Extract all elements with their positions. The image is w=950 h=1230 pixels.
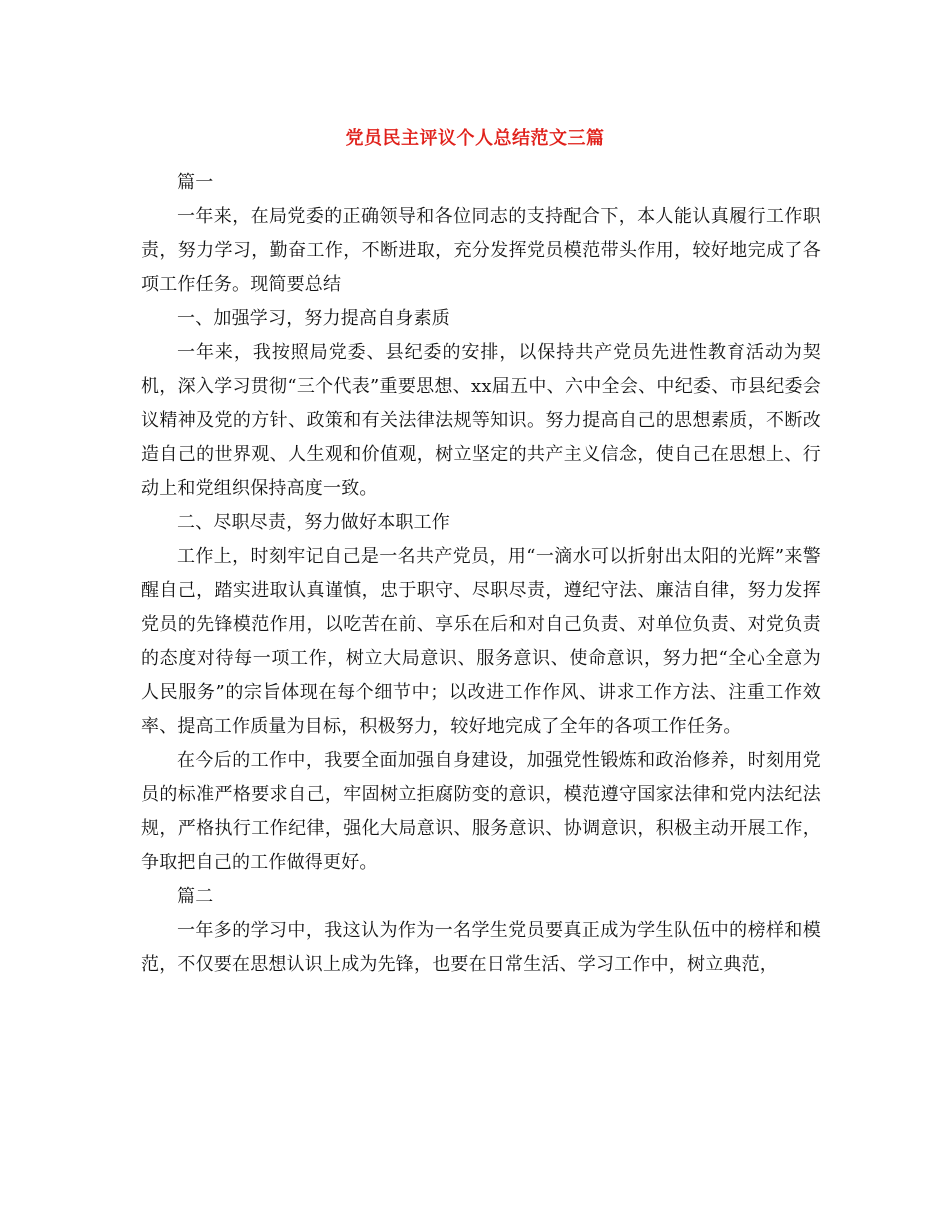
- subsection-heading: 二、尽职尽责，努力做好本职工作: [177, 512, 450, 533]
- document-body: [141, 166, 821, 982]
- paragraph: 一年多的学习中，我这认为作为一名学生党员要真正成为学生队伍中的榜样和模范，不仅要在思想认识上成为先锋，也要在日常生活、学习工作中，树立典范，: [141, 920, 821, 975]
- paragraph: 工作上，时刻牢记自己是一名共产党员，用“一滴水可以折射出太阳的光辉”来警醒自己，踏实进取认真谨慎，忠于职守、尽职尽责，遵纪守法、廉洁自律，努力发挥党员的先锋模范作用，以吃苦在前、享乐在后和对自己负责、对单位负责、对党负责的态度对待每一项工作，树立大局意识、服务意识、使命意识，努力把“全心全意为人民服务”的宗旨体现在每个细节中；以改进工作作风、讲求工作方法、注重工作效率、提高工作质量为目标，积极努力，较好地完成了全年的各项工作任务。: [141, 546, 821, 737]
- paragraph: 一年来，我按照局党委、县纪委的安排，以保持共产党员先进性教育活动为契机，深入学习贯彻“三个代表”重要思想、xx届五中、六中全会、中纪委、市县纪委会议精神及党的方针、政策和有关法律法规等知识。努力提高自己的思想素质，不断改造自己的世界观、人生观和价值观，树立坚定的共产主义信念，使自己在思想上、行动上和党组织保持高度一致。: [141, 342, 821, 499]
- paragraph: 在今后的工作中，我要全面加强自身建设，加强党性锻炼和政治修养，时刻用党员的标准严格要求自己，牢固树立拒腐防变的意识，模范遵守国家法律和党内法纪法规，严格执行工作纪律，强化大局意识、服务意识、协调意识，积极主动开展工作，争取把自己的工作做得更好。: [141, 750, 821, 873]
- section-heading-2: 篇二: [177, 886, 214, 907]
- subsection-heading: 一、加强学习，努力提高自身素质: [177, 308, 450, 329]
- document-title: 党员民主评议个人总结范文三篇: [345, 128, 605, 149]
- paragraph: 一年来，在局党委的正确领导和各位同志的支持配合下，本人能认真履行工作职责，努力学习，勤奋工作，不断进取，充分发挥党员模范带头作用，较好地完成了各项工作任务。现简要总结: [141, 206, 821, 295]
- section-heading-1: 篇一: [177, 172, 214, 193]
